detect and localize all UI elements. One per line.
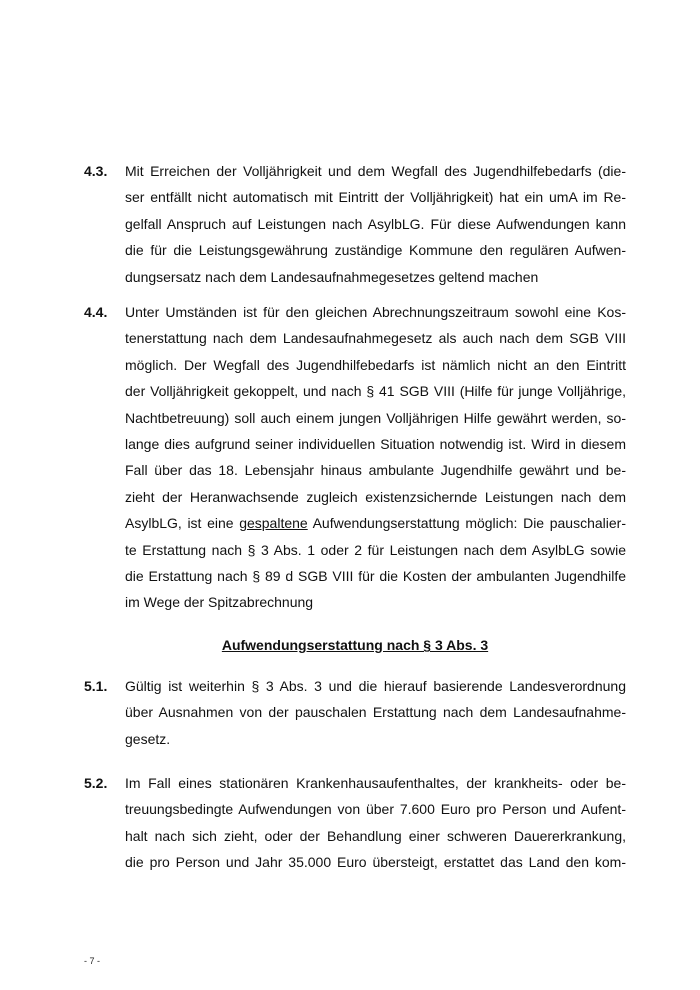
text-line: im Wege der Spitzabrechnung — [125, 594, 314, 611]
text-line: lange dies aufgrund seiner individuellen Situation notwendig ist. Wird in diesem — [125, 436, 626, 453]
section-body — [125, 673, 626, 752]
section-number: 5.2. — [84, 775, 108, 791]
text-line: halt nach sich zieht, oder der Behandlung einer schweren Dauererkrankung, — [125, 827, 626, 844]
text-line: die pro Person und Jahr 35.000 Euro übersteigt, erstattet das Land den kom- — [125, 854, 626, 871]
text-line: tenerstattung nach dem Landesaufnahmegesetz als auch nach dem SGB VIII — [125, 330, 626, 347]
text-line: gelfall Anspruch auf Leistungen nach AsylbLG. Für diese Aufwendungen kann — [125, 215, 626, 232]
text-line: Fall über das 18. Lebensjahr hinaus ambulante Jugendhilfe gewährt und be- — [125, 462, 626, 479]
section-4-3 — [84, 158, 626, 290]
text-line: Gültig ist weiterhin § 3 Abs. 3 und die hierauf basierende Landesverordnung — [125, 678, 626, 694]
text-line: Nachtbetreuung) soll auch einem jungen Volljährigen Hilfe gewährt werden, so- — [125, 409, 626, 426]
section-5-2 — [84, 770, 626, 876]
text-line: Im Fall eines stationären Krankenhausaufenthaltes, der krankheits- oder be- — [125, 775, 626, 791]
text-line: die Erstattung nach § 89 d SGB VIII für die Kosten der ambulanten Jugendhilfe — [125, 568, 626, 585]
text-line-with-underline — [125, 510, 626, 536]
text-line: die für die Leistungsgewährung zuständige Kommune den regulären Aufwen- — [125, 242, 626, 259]
text-line: über Ausnahmen von der pauschalen Erstattung nach dem Landesaufnahme- — [125, 704, 626, 721]
text-line: Unter Umständen ist für den gleichen Abrechnungszeitraum sowohl eine Kos- — [125, 304, 626, 320]
text-line: möglich. Der Wegfall des Jugendhilfebedarfs ist nämlich nicht an den Eintritt — [125, 356, 626, 373]
text-line: der Volljährigkeit gekoppelt, und nach § 41 SGB VIII (Hilfe für junge Volljährige, — [125, 383, 626, 400]
section-5-1 — [84, 673, 626, 752]
text-line: zieht der Heranwachsende zugleich existenzsichernde Leistungen nach dem — [125, 488, 626, 505]
text-line: te Erstattung nach § 3 Abs. 1 oder 2 für Leistungen nach dem AsylbLG sowie — [125, 541, 626, 558]
text-line: treuungsbedingte Aufwendungen von über 7.600 Euro pro Person und Aufent- — [125, 801, 626, 818]
underlined-term: gespaltene — [239, 515, 308, 532]
section-number: 4.4. — [84, 304, 108, 320]
section-heading: Aufwendungserstattung nach § 3 Abs. 3 — [221, 637, 489, 653]
text-line: Mit Erreichen der Volljährigkeit und dem Wegfall des Jugendhilfebedarfs (die- — [125, 163, 626, 179]
page-number: - 7 - — [84, 956, 101, 966]
section-body — [125, 770, 626, 876]
section-4-4 — [84, 299, 626, 616]
text-line: gesetz. — [125, 730, 171, 747]
text-line: ser entfällt nicht automatisch mit Eintritt der Volljährigkeit) hat ein umA im Re- — [125, 189, 626, 206]
text-run: Aufwendungserstattung möglich: Die pauschalier- — [307, 515, 626, 532]
section-body — [125, 158, 626, 290]
text-line: dungsersatz nach dem Landesaufnahmegesetzes geltend machen — [125, 268, 539, 285]
section-body — [125, 299, 626, 616]
section-number: 4.3. — [84, 163, 108, 179]
section-number: 5.1. — [84, 678, 108, 694]
text-run: AsylbLG, ist eine — [125, 515, 240, 532]
